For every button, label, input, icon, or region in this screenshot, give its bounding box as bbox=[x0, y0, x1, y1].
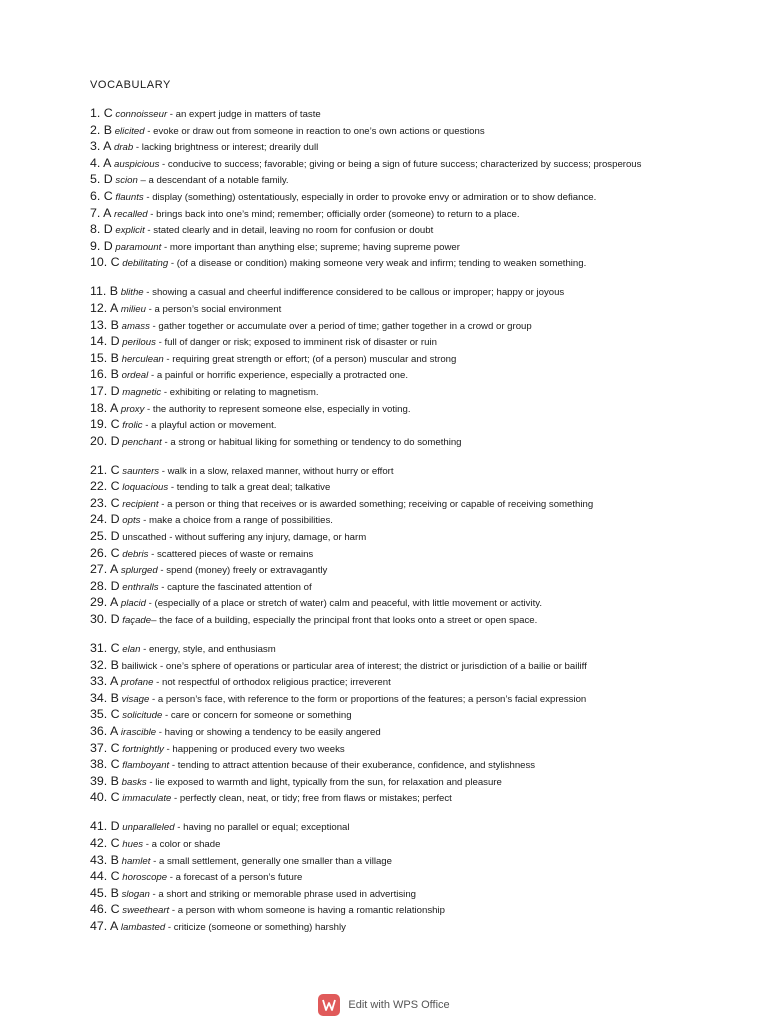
separator: - bbox=[174, 822, 184, 834]
answer-number: 15. B bbox=[90, 350, 119, 365]
list-item bbox=[90, 157, 690, 171]
separator: - bbox=[167, 872, 176, 884]
vocabulary-word: debris bbox=[122, 548, 149, 560]
definition: a strong or habitual liking for something or tendency to do something bbox=[170, 436, 462, 448]
vocabulary-word: hues bbox=[122, 838, 144, 850]
list-item bbox=[90, 513, 690, 527]
definition: more important than anything else; supreme; having supreme power bbox=[169, 241, 460, 253]
list-item bbox=[90, 418, 690, 432]
separator: - bbox=[158, 498, 168, 510]
answer-number: 32. B bbox=[90, 657, 119, 672]
answer-number: 43. B bbox=[90, 852, 119, 867]
separator: - bbox=[167, 109, 176, 120]
list-item bbox=[90, 240, 690, 254]
answer-number: 47. A bbox=[90, 918, 119, 933]
vocabulary-word: unparalleled bbox=[122, 822, 175, 834]
vocabulary-word: blithe bbox=[120, 287, 144, 299]
vocabulary-word: sweetheart bbox=[122, 905, 170, 917]
list-item bbox=[90, 107, 690, 121]
separator: - bbox=[144, 403, 153, 415]
answer-number: 29. A bbox=[90, 595, 119, 610]
list-item bbox=[90, 837, 690, 851]
list-item bbox=[90, 580, 690, 594]
answer-number: 46. C bbox=[90, 902, 120, 917]
separator: - bbox=[149, 693, 158, 705]
list-item bbox=[90, 124, 690, 138]
definition: capture the fascinated attention of bbox=[167, 581, 312, 593]
definition: without suffering any injury, damage, or harm bbox=[175, 532, 367, 544]
list-item bbox=[90, 692, 690, 706]
answer-number: 28. D bbox=[90, 578, 120, 593]
list-item bbox=[90, 435, 690, 449]
separator: - bbox=[168, 482, 177, 494]
document-body bbox=[90, 79, 690, 949]
separator: - bbox=[143, 287, 153, 299]
list-item bbox=[90, 642, 690, 656]
vocabulary-word: horoscope bbox=[122, 872, 168, 884]
separator: - bbox=[145, 303, 155, 315]
answer-number: 8. D bbox=[90, 222, 113, 237]
separator: - bbox=[140, 644, 149, 656]
definition: brings back into one’s mind; remember; officially order (someone) to return to a place. bbox=[156, 208, 520, 220]
definition: a painful or horrific experience, especially a protracted one. bbox=[156, 370, 408, 382]
list-item bbox=[90, 302, 690, 316]
separator: - bbox=[171, 793, 180, 805]
vocabulary-word: placid bbox=[120, 598, 146, 610]
definition: (especially of a place or stretch of water) calm and peaceful, with little movement or activity. bbox=[154, 598, 542, 610]
list-item bbox=[90, 563, 690, 577]
definition: gather together or accumulate over a period of time; gather together in a crowd or group bbox=[158, 320, 532, 332]
list-item bbox=[90, 775, 690, 789]
definition: walk in a slow, relaxed manner, without hurry or effort bbox=[167, 465, 394, 477]
answer-number: 34. B bbox=[90, 690, 119, 705]
separator: unscathed - bbox=[122, 532, 176, 544]
vocabulary-group bbox=[90, 642, 690, 805]
answer-number: 37. C bbox=[90, 740, 120, 755]
answer-number: 21. C bbox=[90, 462, 120, 477]
answer-number: 17. D bbox=[90, 383, 120, 398]
answer-number: 33. A bbox=[90, 674, 119, 689]
answer-number: 26. C bbox=[90, 545, 120, 560]
vocabulary-word: profane bbox=[120, 677, 154, 689]
answer-number: 6. C bbox=[90, 188, 113, 203]
answer-number: 24. D bbox=[90, 512, 120, 527]
separator: - bbox=[169, 760, 178, 772]
definition: a person’s social environment bbox=[154, 303, 282, 315]
separator: - bbox=[161, 436, 171, 448]
separator: - bbox=[159, 465, 168, 477]
separator: - bbox=[142, 420, 152, 432]
vocabulary-word: penchant bbox=[122, 436, 162, 448]
answer-number: 25. D bbox=[90, 529, 120, 544]
separator: bailiwick - bbox=[121, 660, 166, 672]
vocabulary-word: herculean bbox=[121, 353, 164, 365]
separator: – bbox=[151, 615, 160, 627]
separator: - bbox=[146, 776, 156, 788]
vocabulary-word: lambasted bbox=[120, 921, 166, 933]
vocabulary-word: debilitating bbox=[122, 258, 169, 270]
list-item bbox=[90, 319, 690, 333]
separator: - bbox=[155, 337, 165, 349]
definition: one’s sphere of operations or particular area of interest; the district or jurisdiction of a bailie or bailiff bbox=[165, 660, 587, 672]
vocabulary-group bbox=[90, 107, 690, 270]
separator: - bbox=[168, 258, 177, 270]
vocabulary-word: scion bbox=[115, 175, 138, 187]
definition: (of a disease or condition) making someone very weak and infirm; tending to weaken something. bbox=[176, 258, 587, 270]
answer-number: 20. D bbox=[90, 433, 120, 448]
answer-number: 14. D bbox=[90, 334, 120, 349]
definition: exhibiting or relating to magnetism. bbox=[169, 386, 319, 398]
list-item bbox=[90, 402, 690, 416]
list-item bbox=[90, 140, 690, 154]
vocabulary-word: opts bbox=[122, 515, 141, 527]
vocabulary-word: irascible bbox=[120, 727, 157, 738]
list-item bbox=[90, 207, 690, 221]
answer-number: 23. C bbox=[90, 495, 120, 510]
vocabulary-word: magnetic bbox=[122, 386, 162, 398]
separator: - bbox=[153, 677, 162, 689]
list-item bbox=[90, 742, 690, 756]
vocabulary-word: slogan bbox=[121, 888, 150, 900]
vocabulary-group bbox=[90, 464, 690, 627]
definition: not respectful of orthodox religious practice; irreverent bbox=[162, 677, 391, 689]
wps-logo-icon bbox=[318, 994, 340, 1016]
vocabulary-word: flamboyant bbox=[122, 760, 170, 772]
wps-footer-label: Edit with WPS Office bbox=[348, 999, 450, 1011]
answer-number: 36. A bbox=[90, 724, 119, 738]
separator: - bbox=[140, 515, 149, 527]
definition: a person’s face, with reference to the form or proportions of the features; a person’s facial expression bbox=[157, 693, 587, 705]
list-item bbox=[90, 887, 690, 901]
vocabulary-word: flaunts bbox=[115, 191, 144, 203]
list-item bbox=[90, 173, 690, 187]
answer-number: 38. C bbox=[90, 757, 120, 772]
definition: happening or produced every two weeks bbox=[172, 743, 345, 755]
definition: a person with whom someone is having a romantic relationship bbox=[177, 905, 445, 917]
definition: evoke or draw out from someone in reaction to one’s own actions or questions bbox=[153, 125, 485, 137]
vocabulary-word: milieu bbox=[120, 303, 146, 315]
vocabulary-word: enthralls bbox=[122, 581, 159, 593]
definition: perfectly clean, neat, or tidy; free from flaws or mistakes; perfect bbox=[179, 793, 452, 805]
separator: - bbox=[149, 320, 159, 332]
definition: a short and striking or memorable phrase used in advertising bbox=[158, 888, 416, 900]
vocabulary-group bbox=[90, 820, 690, 934]
vocabulary-word: elicited bbox=[114, 125, 145, 137]
list-item bbox=[90, 368, 690, 382]
definition: having no parallel or equal; exceptional bbox=[183, 822, 350, 834]
vocabulary-group bbox=[90, 285, 690, 448]
answer-number: 10. C bbox=[90, 255, 120, 270]
definition: a color or shade bbox=[151, 838, 221, 850]
list-item bbox=[90, 385, 690, 399]
list-item bbox=[90, 791, 690, 805]
vocabulary-word: immaculate bbox=[122, 793, 172, 805]
page-title: VOCABULARY bbox=[90, 79, 171, 91]
answer-number: 40. C bbox=[90, 790, 120, 805]
separator: - bbox=[149, 888, 159, 900]
vocabulary-list bbox=[90, 107, 690, 934]
list-item bbox=[90, 547, 690, 561]
definition: a small settlement, generally one smaller than a village bbox=[158, 855, 392, 867]
vocabulary-word: connoisseur bbox=[115, 109, 168, 120]
vocabulary-word: visage bbox=[121, 693, 150, 705]
definition: lacking brightness or interest; drearily dull bbox=[141, 142, 319, 154]
answer-number: 42. C bbox=[90, 835, 120, 850]
separator: - bbox=[146, 598, 155, 610]
vocabulary-word: auspicious bbox=[114, 158, 160, 170]
definition: lie exposed to warmth and light, typically from the sun, for relaxation and pleasure bbox=[155, 776, 502, 788]
list-item bbox=[90, 659, 690, 673]
list-item bbox=[90, 820, 690, 834]
definition: energy, style, and enthusiasm bbox=[148, 644, 276, 656]
separator: - bbox=[158, 581, 168, 593]
answer-number: 12. A bbox=[90, 300, 119, 315]
list-item bbox=[90, 708, 690, 722]
definition: a descendant of a notable family. bbox=[148, 175, 289, 187]
answer-number: 3. A bbox=[90, 139, 112, 154]
list-item bbox=[90, 903, 690, 917]
separator: - bbox=[148, 548, 157, 560]
answer-number: 5. D bbox=[90, 172, 113, 187]
definition: stated clearly and in detail, leaving no room for confusion or doubt bbox=[153, 225, 434, 237]
answer-number: 39. B bbox=[90, 773, 119, 788]
answer-number: 4. A bbox=[90, 155, 112, 170]
definition: spend (money) freely or extravagantly bbox=[166, 565, 328, 577]
vocabulary-word: elan bbox=[122, 644, 141, 656]
separator: - bbox=[133, 142, 142, 154]
definition: conducive to success; favorable; giving or being a sign of future success; characterized by success; prosperous bbox=[167, 158, 642, 170]
vocabulary-word: fortnightly bbox=[122, 743, 164, 755]
vocabulary-word: drab bbox=[114, 142, 134, 154]
definition: the authority to represent someone else, especially in voting. bbox=[152, 403, 411, 415]
separator: - bbox=[156, 727, 165, 738]
definition: a person or thing that receives or is awarded something; receiving or capable of receiving something bbox=[167, 498, 594, 510]
vocabulary-word: basks bbox=[121, 776, 147, 788]
answer-number: 44. C bbox=[90, 869, 120, 884]
list-item bbox=[90, 285, 690, 299]
vocabulary-word: recalled bbox=[114, 208, 148, 220]
answer-number: 22. C bbox=[90, 479, 120, 494]
answer-number: 2. B bbox=[90, 122, 113, 137]
definition: the face of a building, especially the principal front that looks onto a street or open space. bbox=[159, 615, 538, 627]
vocabulary-word: loquacious bbox=[122, 482, 169, 494]
list-item bbox=[90, 352, 690, 366]
list-item bbox=[90, 464, 690, 478]
definition: tending to talk a great deal; talkative bbox=[176, 482, 331, 494]
definition: full of danger or risk; exposed to imminent risk of disaster or ruin bbox=[164, 337, 437, 349]
list-item bbox=[90, 480, 690, 494]
separator: - bbox=[163, 743, 173, 755]
separator: - bbox=[162, 710, 171, 722]
list-item bbox=[90, 854, 690, 868]
vocabulary-word: saunters bbox=[122, 465, 160, 477]
list-item bbox=[90, 223, 690, 237]
definition: requiring great strength or effort; (of a person) muscular and strong bbox=[172, 353, 457, 365]
answer-number: 35. C bbox=[90, 707, 120, 722]
list-item bbox=[90, 256, 690, 270]
separator: - bbox=[161, 241, 170, 253]
answer-number: 41. D bbox=[90, 819, 120, 834]
vocabulary-word: splurged bbox=[120, 565, 158, 577]
separator: - bbox=[144, 225, 154, 237]
answer-number: 7. A bbox=[90, 205, 112, 220]
vocabulary-word: amass bbox=[121, 320, 150, 332]
list-item bbox=[90, 920, 690, 934]
list-item bbox=[90, 675, 690, 689]
definition: showing a casual and cheerful indifference considered to be callous or improper; happy or joyous bbox=[152, 287, 565, 299]
vocabulary-word: façade bbox=[122, 615, 152, 627]
vocabulary-word: recipient bbox=[122, 498, 159, 510]
separator: - bbox=[147, 208, 157, 220]
definition: make a choice from a range of possibilities. bbox=[148, 515, 333, 527]
list-item bbox=[90, 870, 690, 884]
separator: – bbox=[137, 175, 149, 187]
separator: - bbox=[148, 370, 157, 382]
separator: - bbox=[150, 855, 159, 867]
definition: care or concern for someone or something bbox=[170, 710, 352, 722]
vocabulary-word: explicit bbox=[115, 225, 145, 237]
answer-number: 45. B bbox=[90, 885, 119, 900]
list-item bbox=[90, 335, 690, 349]
list-item bbox=[90, 596, 690, 610]
definition: tending to attract attention because of their exuberance, confidence, and stylishness bbox=[177, 760, 536, 772]
list-item bbox=[90, 725, 690, 739]
separator: - bbox=[169, 905, 178, 917]
vocabulary-word: solicitude bbox=[122, 710, 163, 722]
separator: - bbox=[161, 386, 170, 398]
separator: - bbox=[144, 125, 154, 137]
answer-number: 19. C bbox=[90, 417, 120, 432]
vocabulary-word: ordeal bbox=[121, 370, 149, 382]
vocabulary-word: perilous bbox=[122, 337, 156, 349]
answer-number: 11. B bbox=[90, 284, 119, 299]
answer-number: 9. D bbox=[90, 238, 113, 253]
wps-footer[interactable] bbox=[0, 992, 768, 1018]
vocabulary-word: hamlet bbox=[121, 855, 151, 867]
definition: display (something) ostentatiously, especially in order to provoke envy or admiration or to show defiance. bbox=[152, 191, 597, 203]
answer-number: 13. B bbox=[90, 317, 119, 332]
answer-number: 18. A bbox=[90, 400, 119, 415]
definition: criticize (someone or something) harshly bbox=[173, 921, 346, 933]
answer-number: 27. A bbox=[90, 562, 119, 577]
answer-number: 31. C bbox=[90, 641, 120, 656]
separator: - bbox=[163, 353, 173, 365]
definition: an expert judge in matters of taste bbox=[175, 109, 321, 120]
vocabulary-word: paramount bbox=[115, 241, 162, 253]
definition: a playful action or movement. bbox=[151, 420, 277, 432]
vocabulary-word: proxy bbox=[120, 403, 145, 415]
definition: a forecast of a person’s future bbox=[175, 872, 303, 884]
list-item bbox=[90, 497, 690, 511]
list-item bbox=[90, 758, 690, 772]
answer-number: 30. D bbox=[90, 612, 120, 627]
list-item bbox=[90, 530, 690, 544]
definition: having or showing a tendency to be easily angered bbox=[164, 727, 381, 738]
separator: - bbox=[165, 921, 174, 933]
separator: - bbox=[159, 158, 168, 170]
separator: - bbox=[157, 565, 167, 577]
separator: - bbox=[143, 838, 152, 850]
vocabulary-word: frolic bbox=[122, 420, 143, 432]
list-item bbox=[90, 190, 690, 204]
separator: - bbox=[143, 191, 153, 203]
answer-number: 1. C bbox=[90, 106, 113, 120]
definition: scattered pieces of waste or remains bbox=[156, 548, 314, 560]
list-item bbox=[90, 613, 690, 627]
answer-number: 16. B bbox=[90, 367, 119, 382]
